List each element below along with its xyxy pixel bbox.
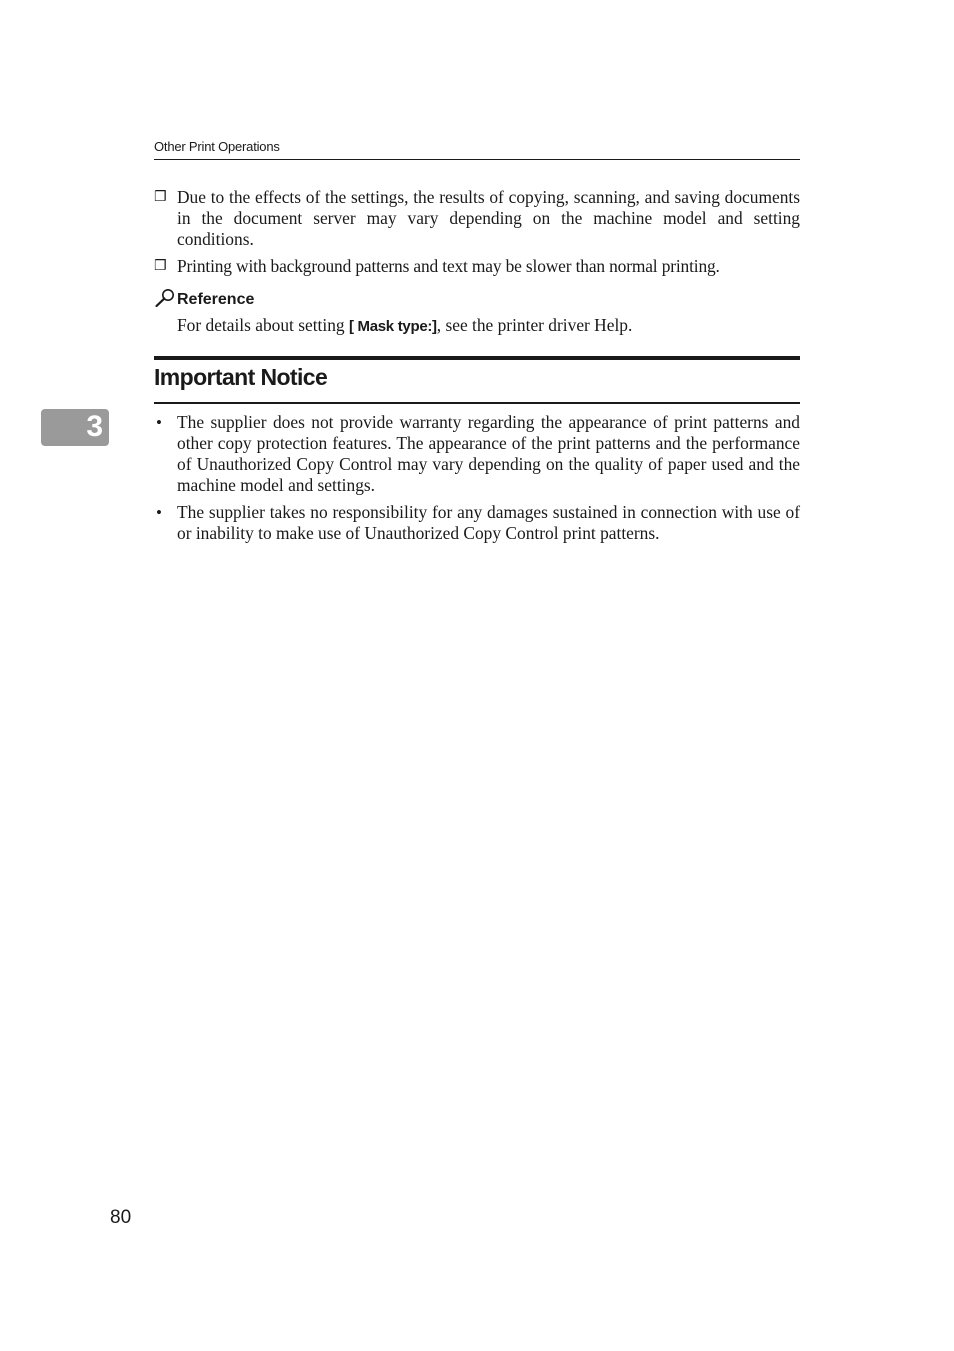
reference-text-before: For details about setting <box>177 315 349 335</box>
bullet-dot-icon: • <box>156 503 162 522</box>
chapter-tab <box>41 409 109 446</box>
page-number: 80 <box>110 1207 132 1228</box>
reference-body <box>177 315 632 337</box>
note-item <box>154 187 800 249</box>
header-rule <box>154 159 800 160</box>
bullet-text: The supplier takes no responsibility for any damages sustained in connection with use of or inability to make use of Unauthorized Copy Control print patterns. <box>177 502 800 543</box>
checkbox-marker-icon: ❒ <box>154 189 167 205</box>
bullet-text: The supplier does not provide warranty regarding the appearance of print patterns and other copy protection features. The appearance of the print patterns and the performance of Unauthorized Copy Control may vary depending on the quality of paper used and the machine model and settings. <box>177 412 800 495</box>
bullet-item <box>154 412 800 496</box>
note-text: Printing with background patterns and text may be slower than normal printing. <box>177 256 720 276</box>
note-text: Due to the effects of the settings, the results of copying, scanning, and saving documents in the document server may vary depending on the machine model and setting conditions. <box>177 187 800 249</box>
bullet-item <box>154 502 800 544</box>
section-top-rule <box>154 356 800 360</box>
reference-text-after: , see the printer driver Help. <box>436 315 633 335</box>
section-title-underline <box>154 402 800 404</box>
checkbox-marker-icon: ❒ <box>154 258 167 274</box>
reference-title: Reference <box>177 291 255 308</box>
running-header: Other Print Operations <box>154 139 280 154</box>
section-title: Important Notice <box>154 364 328 390</box>
setting-name: [ Mask type:] <box>348 318 437 335</box>
note-item <box>154 256 800 277</box>
bullet-dot-icon: • <box>156 413 162 432</box>
chapter-number: 3 <box>86 410 103 443</box>
magnifier-icon <box>154 288 176 308</box>
